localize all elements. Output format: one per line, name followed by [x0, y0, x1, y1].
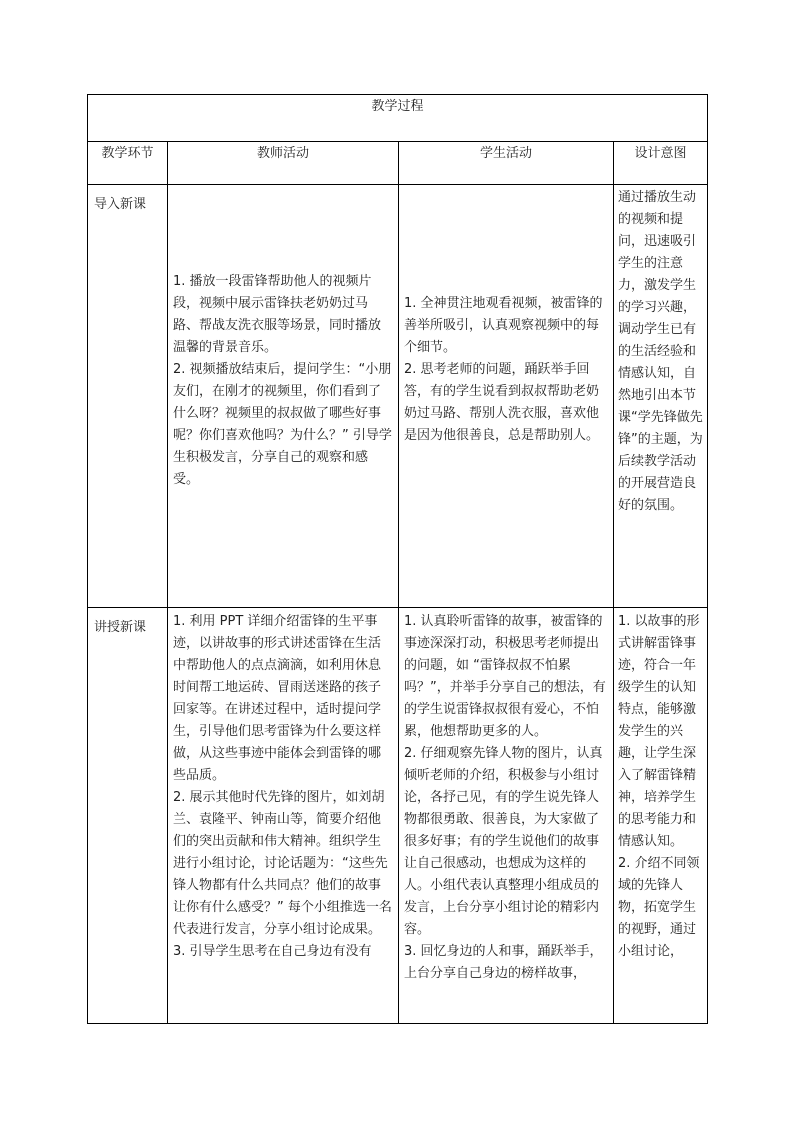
paragraph: 通过播放生动的视频和提问，迅速吸引学生的注意力，激发学生的学习兴趣，调动学生已有的生活经验和情感认知，自然地引出本节课“学先锋做先锋”的主题，为后续教学活动的开展营造良好的氛围。 [618, 190, 703, 513]
table-header-row [88, 142, 708, 185]
design-intent-cell [614, 608, 708, 1024]
table-row [88, 608, 708, 1024]
table-title: 教学过程 [88, 95, 708, 142]
header-stage: 教学环节 [88, 142, 168, 185]
header-teacher-activity: 教师活动 [168, 142, 399, 185]
table-row [88, 185, 708, 608]
paragraph: 2. 思考老师的问题，踊跃举手回答，有的学生说看到叔叔帮助老奶奶过马路、帮别人洗衣服，喜欢他是因为他很善良，总是帮助别人。 [404, 362, 600, 443]
teacher-activity-cell [168, 608, 399, 1024]
header-student-activity: 学生活动 [399, 142, 614, 185]
design-intent-cell [614, 185, 708, 608]
stage-cell: 讲授新课 [88, 608, 168, 1024]
student-activity-cell [399, 185, 614, 608]
teacher-activity-cell [168, 185, 399, 608]
paragraph: 3. 引导学生思考在自己身边有没有 [173, 944, 372, 959]
paragraph: 1. 认真聆听雷锋的故事，被雷锋的事迹深深打动，积极思考老师提出的问题，如 “雷锋叔叔不怕累吗？”，并举手分享自己的想法，有的学生说雷锋叔叔很有爱心，不怕累，他想帮助更多的人。 [404, 614, 606, 739]
header-design-intent: 设计意图 [614, 142, 708, 185]
paragraph: 2. 视频播放结束后，提问学生：“小朋友们，在刚才的视频里，你们看到了什么呀？视频里的叔叔做了哪些好事呢？你们喜欢他吗？为什么？” 引导学生积极发言，分享自己的观察和感受。 [173, 362, 392, 487]
stage-cell: 导入新课 [88, 185, 168, 608]
paragraph: 2. 介绍不同领域的先锋人物，拓宽学生的视野，通过小组讨论， [618, 856, 700, 959]
paragraph: 3. 回忆身边的人和事，踊跃举手，上台分享自己身边的榜样故事， [404, 944, 603, 981]
teaching-process-table [87, 94, 708, 1024]
paragraph: 2. 展示其他时代先锋的图片，如刘胡兰、袁隆平、钟南山等，简要介绍他们的突出贡献和伟大精神。组织学生进行小组讨论，讨论话题为：“这些先锋人物都有什么共同点？他们的故事让你有什么感受？” 每个小组推选一名代表进行发言，分享小组讨论成果。 [173, 790, 392, 937]
table-title-row [88, 95, 708, 142]
paragraph: 1. 利用 PPT 详细介绍雷锋的生平事迹，以讲故事的形式讲述雷锋在生活中帮助他人的点点滴滴，如利用休息时间帮工地运砖、冒雨送迷路的孩子回家等。在讲述过程中，适时提问学生，引导他们思考雷锋为什么要这样做，从这些事迹中能体会到雷锋的哪些品质。 [173, 614, 382, 783]
paragraph: 2. 仔细观察先锋人物的图片，认真倾听老师的介绍，积极参与小组讨论，各抒己见，有的学生说先锋人物都很勇敢、很善良，为大家做了很多好事；有的学生说他们的故事让自己很感动，也想成为这样的人。小组代表认真整理小组成员的发言，上台分享小组讨论的精彩内容。 [404, 746, 603, 937]
paragraph: 1. 以故事的形式讲解雷锋事迹，符合一年级学生的认知特点，能够激发学生的兴趣，让学生深入了解雷锋精神，培养学生的思考能力和情感认知。 [618, 614, 700, 849]
student-activity-cell [399, 608, 614, 1024]
paragraph: 1. 播放一段雷锋帮助他人的视频片段，视频中展示雷锋扶老奶奶过马路、帮战友洗衣服等场景，同时播放温馨的背景音乐。 [173, 274, 382, 355]
paragraph: 1. 全神贯注地观看视频，被雷锋的善举所吸引，认真观察视频中的每个细节。 [404, 296, 603, 355]
